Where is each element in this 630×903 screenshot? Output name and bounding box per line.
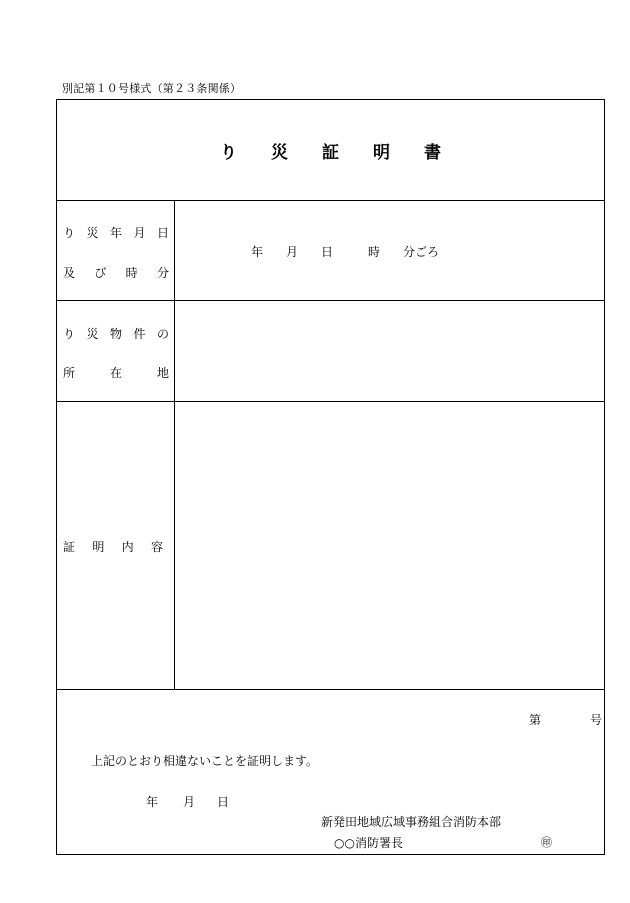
datetime-day[interactable]: 日 [321,245,334,259]
form-title: り災証明書 [220,142,475,163]
datetime-month[interactable]: 月 [286,245,299,259]
certificate-number-dai: 第 [529,713,542,727]
issue-date-year: 年 [146,795,159,809]
certificate-form [56,99,605,855]
issuing-organization: 新発田地域広域事務組合消防本部 [321,815,502,829]
label-disaster-date-line1: り 災 年 月 日 [63,226,169,240]
seal-mark: ㊞ [541,836,552,849]
issue-date-day: 日 [217,795,230,809]
label-certification-content: 証 明 内 容 [63,540,163,554]
certification-statement: 上記のとおり相違ないことを証明します。 [91,754,319,768]
fire-station-chief: ○○消防署長 [334,836,403,850]
certificate-number-go: 号 [590,713,603,727]
datetime-hour[interactable]: 時 [368,245,381,259]
certification-content-field[interactable] [175,402,605,688]
datetime-year[interactable]: 年 [251,245,264,259]
label-property-location-line1: り 災 物 件 の [63,327,169,341]
form-number-caption: 別記第１０号様式（第２３条関係） [62,82,242,95]
location-field[interactable] [175,301,605,400]
label-disaster-time-line2: 及 び 時 分 [63,266,169,280]
label-property-location-line2: 所 在 地 [63,366,169,380]
issue-date-month: 月 [183,795,196,809]
datetime-minute[interactable]: 分ごろ [403,245,440,259]
divider [57,200,604,201]
divider [57,689,604,690]
